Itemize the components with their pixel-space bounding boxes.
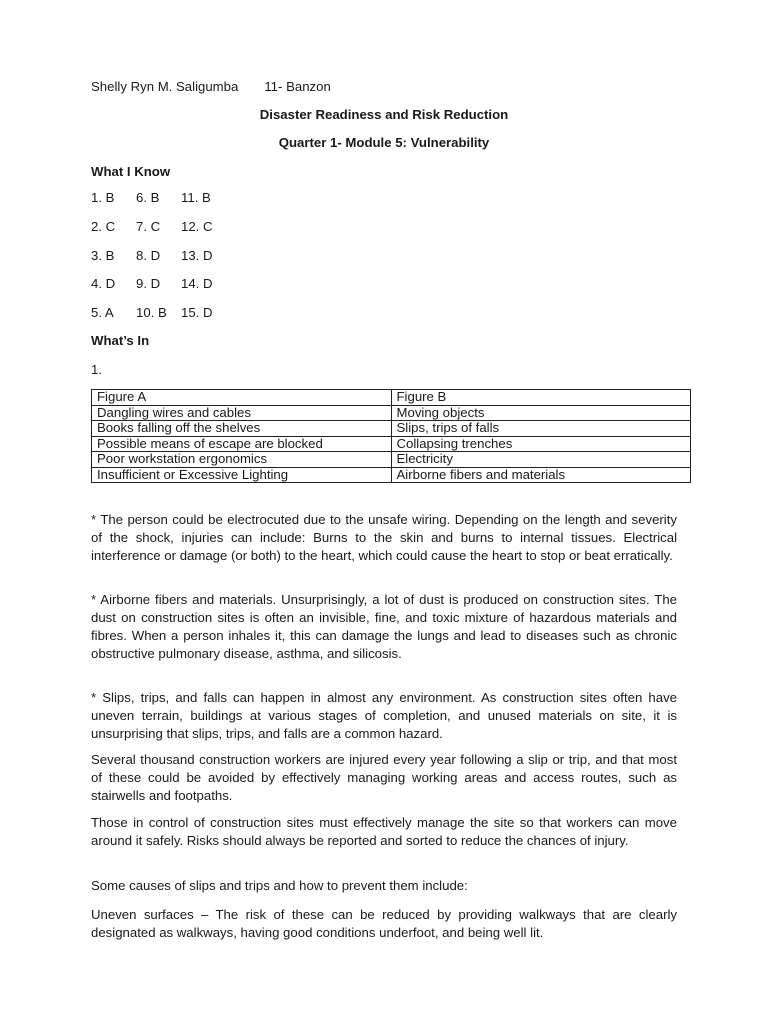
item-number: 1. [91, 362, 102, 377]
answer-item: 8. D [136, 248, 161, 263]
table-cell: Books falling off the shelves [92, 421, 392, 437]
table-cell: Poor workstation ergonomics [92, 452, 392, 468]
section-what-i-know: What I Know [91, 164, 171, 179]
answer-item: 4. D [91, 276, 116, 291]
answer-item: 1. B [91, 190, 115, 205]
table-cell: Airborne fibers and materials [391, 467, 691, 483]
answer-item: 11. B [181, 190, 211, 205]
answer-item: 9. D [136, 276, 161, 291]
answer-item: 7. C [136, 219, 161, 234]
table-cell: Dangling wires and cables [92, 405, 392, 421]
hazards-table [91, 389, 691, 483]
answer-item: 2. C [91, 219, 116, 234]
answer-item: 14. D [181, 276, 213, 291]
table-row [92, 467, 691, 483]
answer-item: 3. B [91, 248, 115, 263]
answer-item: 6. B [136, 190, 160, 205]
table-header-cell: Figure B [391, 390, 691, 406]
table-cell: Collapsing trenches [391, 436, 691, 452]
document-subtitle: Quarter 1- Module 5: Vulnerability [278, 135, 490, 150]
paragraph-injury-statistics: Several thousand construction workers are injured every year following a slip or trip, and that most of these could be avoided by effectively managing working areas and access routes, such as stairwells and footpaths. [91, 752, 677, 803]
answer-item: 13. D [181, 248, 213, 263]
table-cell: Moving objects [391, 405, 691, 421]
paragraph-site-control: Those in control of construction sites must effectively manage the site so that workers can move around it safely. Risks should always be reported and sorted to reduce the chances of injury. [91, 815, 677, 848]
student-name: Shelly Ryn M. Saligumba [91, 79, 239, 94]
table-row [92, 452, 691, 468]
table-header-cell: Figure A [92, 390, 392, 406]
table-cell: Slips, trips of falls [391, 421, 691, 437]
table-cell: Insufficient or Excessive Lighting [92, 467, 392, 483]
table-cell: Electricity [391, 452, 691, 468]
document-title: Disaster Readiness and Risk Reduction [259, 107, 509, 122]
table-cell: Possible means of escape are blocked [92, 436, 392, 452]
answer-item: 12. C [181, 219, 213, 234]
table-header-row [92, 390, 691, 406]
table-row [92, 405, 691, 421]
table-row [92, 436, 691, 452]
grade-section: 11- Banzon [264, 79, 331, 94]
section-whats-in: What’s In [91, 333, 150, 348]
answer-item: 5. A [91, 305, 114, 320]
student-header [91, 79, 331, 94]
paragraph-airborne-fibers: * Airborne fibers and materials. Unsurprisingly, a lot of dust is produced on construction sites. The dust on construction sites is often an invisible, fine, and toxic mixture of hazardous materials and fibres. When a person inhales it, this can damage the lungs and lead to diseases such as chronic obstructive pulmonary disease, asthma, and silicosis. [91, 592, 677, 661]
paragraph-causes-intro: Some causes of slips and trips and how to prevent them include: [91, 878, 468, 893]
paragraph-electrocution: * The person could be electrocuted due to the unsafe wiring. Depending on the length and severity of the shock, injuries can include: Burns to the skin and burns to internal tissues. Electrical interference or damage (or both) to the heart, which could cause the heart to stop or beat erratically. [91, 512, 677, 563]
table-row [92, 421, 691, 437]
paragraph-slips-trips: * Slips, trips, and falls can happen in almost any environment. As construction sites often have uneven terrain, buildings at various stages of completion, and unused materials on site, it is unsurprising that slips, trips, and falls are a common hazard. [91, 690, 677, 741]
answer-item: 10. B [136, 305, 167, 320]
paragraph-uneven-surfaces: Uneven surfaces – The risk of these can be reduced by providing walkways that are clearly designated as walkways, having good conditions underfoot, and being well lit. [91, 907, 677, 940]
answer-item: 15. D [181, 305, 213, 320]
